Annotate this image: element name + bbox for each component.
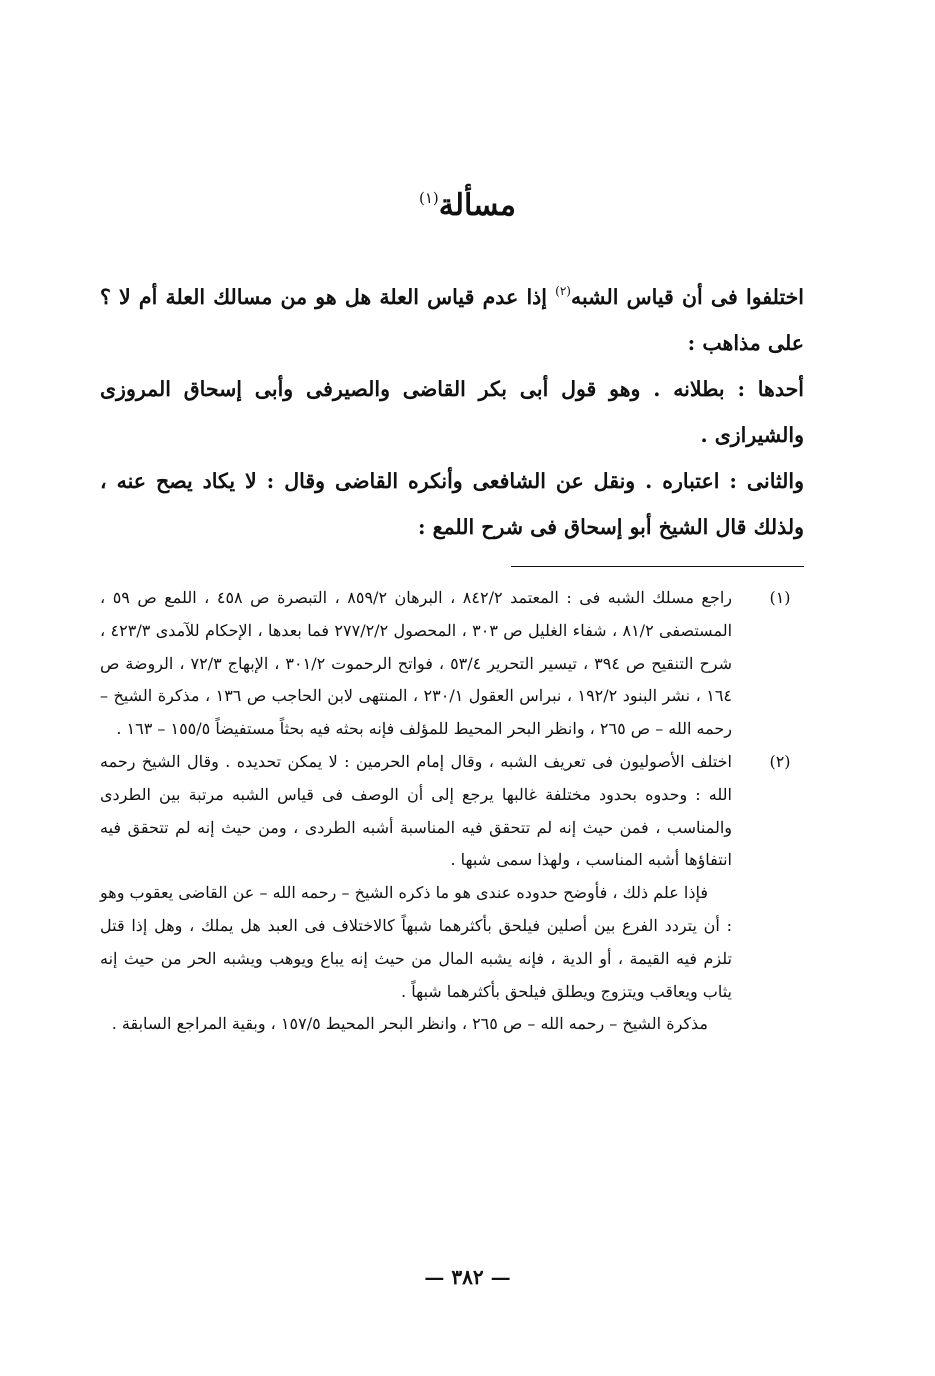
footnote-1-text: راجع مسلك الشبه فى : المعتمد ٨٤٢/٢ ، البرهان ٨٥٩/٢ ، التبصرة ص ٤٥٨ ، اللمع ص ٥٩ ، المستصفى ٨١/٢ ، شفاء الغليل ص ٣٠٣ ، المحصول ٢٧٧/٢/٢ فما بعدها ، الإحكام للآمدى ٤٢٣/٣ ، شرح التنقيح ص ٣٩٤ ، تيسير التحرير ٥٣/٤ ، فواتح الرحموت ٣٠١/٢ ، الإبهاج ٧٢/٣ ، الروضة ص ١٦٤ ، نشر البنود ١٩٢/٢ ، نبراس العقول ٢٣٠/١ ، المنتهى لابن الحاجب ص ١٣٦ ، مذكرة الشيخ – رحمه الله – ص ٢٦٥ ، وانظر البحر المحيط للمؤلف فإنه بحثه فيه بحثاً مستفيضاً ١٥٥/٥ – ١٦٣ . [100, 588, 733, 739]
title-footnote-ref: (١) [419, 189, 439, 207]
footnote-2-number: (٢) [769, 751, 791, 771]
page-number: — ٣٨٢ — [424, 1265, 511, 1289]
footnote-1 [100, 582, 800, 746]
footnote-1-number: (١) [769, 588, 791, 607]
footnote-2-paragraph-3: مذكرة الشيخ – رحمه الله – ص ٢٦٥ ، وانظر البحر المحيط ١٥٧/٥ ، وبقية المراجع السابقة . [111, 1014, 708, 1034]
section-title-text: مسألة [438, 188, 516, 223]
footnote-separator [511, 566, 804, 567]
paragraph-1-start: اختلفوا فى أن قياس الشبه [570, 285, 804, 309]
footnote-2 [100, 746, 800, 1041]
footnotes [100, 582, 800, 1041]
paragraph-3: والثانى : اعتباره . ونقل عن الشافعى وأنكره القاضى وقال : لا يكاد يصح عنه ، ولذلك قال الشيخ أبو إسحاق فى شرح اللمع : [100, 469, 804, 539]
paragraph-1-footnote-ref: (٢) [555, 284, 571, 298]
paragraph-1 [100, 268, 804, 366]
section-title [0, 176, 935, 228]
paragraph-2: أحدها : بطلانه . وهو قول أبى بكر القاضى والصيرفى وأبى إسحاق المروزى والشيرازى . [100, 377, 804, 447]
main-text [100, 268, 804, 550]
paragraph-1-end: إذا عدم قياس العلة هل هو من مسالك العلة أم لا ؟ على مذاهب : [100, 285, 804, 355]
footnote-2-paragraph-2: فإذا علم ذلك ، فأوضح حدوده عندى هو ما ذكره الشيخ – رحمه الله – عن القاضى يعقوب وهو : أن يتردد الفرع بين أصلين فيلحق بأكثرهما شبهاً كالاختلاف فى العبد هل يملك ، وهل إذا قتل تلزم فيه القيمة ، أو الدية ، فإنه يشبه المال من حيث إنه يباع ويوهب ويشبه الحر من حيث إنه يثاب ويعاقب ويتزوج ويطلق فيلحق بأكثرهما شبهاً . [100, 883, 732, 1001]
footnote-2-paragraph-1: اختلف الأصوليون فى تعريف الشبه ، وقال إمام الحرمين : لا يمكن تحديده . وقال الشيخ رحمه الله : وحدوه بحدود مختلفة غالبها يرجع إلى أن الوصف فى قياس الشبه مرتبة بين الطردى والمناسب ، فمن حيث إنه لم تتحقق فيه المناسبة أشبه الطردى ، ومن حيث إنه لم تتحقق فيه انتفاؤها أشبه المناسب ، ولهذا سمى شبها . [100, 751, 732, 870]
